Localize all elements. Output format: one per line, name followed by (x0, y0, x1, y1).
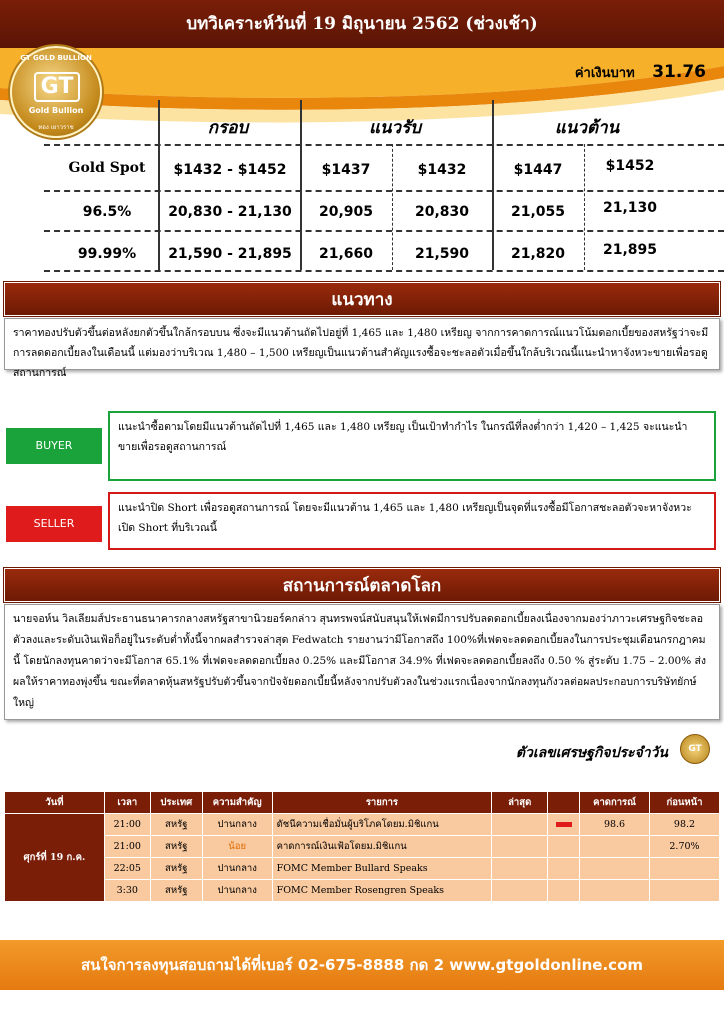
item-cell: ดัชนีความเชื่อมั่นผู้บริโภคโดยม.มิชิแกน (272, 814, 492, 836)
col-time: เวลา (104, 792, 150, 814)
support-2: 20,830 (414, 204, 470, 220)
country-cell: สหรัฐ (150, 814, 202, 836)
frame-value: 20,830 - 21,130 (168, 204, 292, 220)
row-label: 96.5% (82, 204, 132, 220)
world-text: นายจอห์น วิลเลียมส์ประธานธนาคารกลางสหรัฐสาขานิวยอร์คกล่าว สุนทรพจน์สนับสนุนให้เฟดมีการปรับลดดอกเบี้ยลงเนื่องจากมองว่าภาวะเศรษฐกิจชะลอตัวลงและระดับเงินเฟ้อก็อยู่ในระดับต่ำทั้งนี้จากผลสำรวจล่าสุด Fedwatch รายงานว่ามีโอกาสถึง 100%ที่เฟดจะลดดอกเบี้ยลงในการประชุมเดือนกรกฎาคมนี้ โดยนักลงทุนคาดว่าจะมีโอกาส 65.1% ที่เฟดจะลดดอกเบี้ยลง 0.25% และมีโอกาส 34.9% ที่เฟดจะลดดอกเบี้ยลงถึง 0.50 % สู่ระดับ 1.75 – 2.00% ส่งผลให้ราคาทองพุ่งขึ้น ขณะที่ตลาดหุ้นสหรัฐปรับตัวขึ้นจากปัจจัยดอกเบี้ยนี้หลังจากปรับตัวลงในช่วงแรกเนื่องจากนักลงทุนกังวลต่อผลประกอบการบริษัทยักษ์ใหญ่ (4, 604, 720, 720)
latest-cell (492, 858, 548, 880)
country-cell: สหรัฐ (150, 880, 202, 902)
seller-label: SELLER (6, 506, 102, 542)
forecast-cell: 98.6 (580, 814, 650, 836)
divider (44, 190, 724, 192)
divider (492, 100, 494, 270)
forecast-cell (580, 880, 650, 902)
support-1: 21,660 (318, 246, 374, 262)
exchange-rate-value: 31.76 (652, 62, 706, 82)
logo-ring-bottom: ทอง เยาวราช (38, 124, 74, 131)
col-item: รายการ (272, 792, 492, 814)
latest-cell (492, 814, 548, 836)
divider (44, 270, 724, 272)
page-title: บทวิเคราะห์วันที่ 19 มิถุนายน 2562 (ช่วงเช้า) (0, 0, 724, 48)
item-cell: FOMC Member Bullard Speaks (272, 858, 492, 880)
importance-cell: ปานกลาง (202, 814, 272, 836)
previous-cell (649, 858, 719, 880)
indicator-cell (548, 880, 580, 902)
resistance-2: 21,130 (602, 200, 658, 216)
table-row (5, 814, 720, 836)
col-date: วันที่ (5, 792, 105, 814)
world-banner: สถานการณ์ตลาดโลก (4, 568, 720, 602)
col-latest: ล่าสุด (492, 792, 548, 814)
header-resistance: แนวต้าน (554, 118, 620, 138)
header-support: แนวรับ (368, 118, 422, 138)
row-label: Gold Spot (68, 160, 146, 176)
resistance-1: 21,055 (510, 204, 566, 220)
forecast-cell (580, 836, 650, 858)
buyer-label: BUYER (6, 428, 102, 464)
importance-cell: น้อย (202, 836, 272, 858)
economic-table (4, 791, 720, 902)
contact-footer: สนใจการลงทุนสอบถามได้ที่เบอร์ 02-675-8888 กด 2 www.gtgoldonline.com (0, 940, 724, 990)
table-row (5, 858, 720, 880)
date-cell: ศุกร์ที่ 19 ก.ค. (5, 814, 105, 902)
economic-title: ตัวเลขเศรษฐกิจประจำวัน (515, 745, 668, 761)
col-indicator (548, 792, 580, 814)
latest-cell (492, 836, 548, 858)
table-row (5, 880, 720, 902)
exchange-rate (575, 62, 706, 83)
time-cell: 3:30 (104, 880, 150, 902)
frame-value: $1432 - $1452 (173, 162, 287, 178)
importance-cell: ปานกลาง (202, 880, 272, 902)
indicator-cell (548, 836, 580, 858)
divider (158, 100, 160, 270)
time-cell: 21:00 (104, 814, 150, 836)
red-bar-icon (556, 822, 572, 827)
table-header-row (5, 792, 720, 814)
row-label: 99.99% (77, 246, 137, 262)
seller-text: แนะนำปิด Short เพื่อรอดูสถานการณ์ โดยจะมีแนวต้าน 1,465 และ 1,480 เหรียญเป็นจุดที่แรงซื้อมีโอกาสชะลอตัวจะหาจังหวะเปิด Short ที่บริเวณนี้ (108, 492, 716, 550)
col-previous: ก่อนหน้า (649, 792, 719, 814)
gt-gold-logo (10, 46, 102, 138)
divider (300, 100, 302, 270)
buyer-text: แนะนำซื้อตามโดยมีแนวต้านถัดไปที่ 1,465 และ 1,480 เหรียญ เป็นเป้าทำกำไร ในกรณีที่ลงต่ำกว่า 1,420 – 1,425 จะแนะนำขายเพื่อรอดูสถานการณ์ (108, 411, 716, 481)
gold-coin-icon: GT (680, 734, 710, 764)
logo-mark: GT (34, 72, 80, 102)
divider (44, 144, 724, 146)
support-1: $1437 (321, 162, 371, 178)
latest-cell (492, 880, 548, 902)
country-cell: สหรัฐ (150, 858, 202, 880)
table-row (5, 836, 720, 858)
frame-value: 21,590 - 21,895 (168, 246, 292, 262)
time-cell: 22:05 (104, 858, 150, 880)
forecast-cell (580, 858, 650, 880)
logo-subtitle: Gold Bullion (28, 106, 84, 115)
logo-ring-text: GT GOLD BULLION (20, 54, 92, 62)
previous-cell: 98.2 (649, 814, 719, 836)
item-cell: FOMC Member Rosengren Speaks (272, 880, 492, 902)
divider (44, 230, 724, 232)
importance-cell: ปานกลาง (202, 858, 272, 880)
resistance-2: $1452 (605, 158, 655, 174)
country-cell: สหรัฐ (150, 836, 202, 858)
resistance-2: 21,895 (602, 242, 658, 258)
support-1: 20,905 (318, 204, 374, 220)
time-cell: 21:00 (104, 836, 150, 858)
header-frame: กรอบ (207, 118, 249, 138)
resistance-1: $1447 (513, 162, 563, 178)
trend-banner: แนวทาง (4, 282, 720, 316)
trend-text: ราคาทองปรับตัวขึ้นต่อหลังยกตัวขึ้นใกล้กรอบบน ซึ่งจะมีแนวต้านถัดไปอยู่ที่ 1,465 และ 1,480 เหรียญ จากการคาดการณ์แนวโน้มดอกเบี้ยของสหรัฐว่าจะมีการลดดอกเบี้ยลงในเดือนนี้ แต่มองว่าบริเวณ 1,480 – 1,500 เหรียญเป็นแนวต้านสำคัญแรงซื้อจะชะลอตัวเมื่อขึ้นใกล้บริเวณนี้แนะนำหาจังหวะขายเพื่อรอดูสถานการณ์ (4, 318, 720, 370)
indicator-cell (548, 858, 580, 880)
exchange-rate-label: ค่าเงินบาท (574, 66, 635, 81)
indicator-cell (548, 814, 580, 836)
support-2: 21,590 (414, 246, 470, 262)
col-country: ประเทศ (150, 792, 202, 814)
previous-cell: 2.70% (649, 836, 719, 858)
support-2: $1432 (417, 162, 467, 178)
col-importance: ความสำคัญ (202, 792, 272, 814)
resistance-1: 21,820 (510, 246, 566, 262)
previous-cell (649, 880, 719, 902)
item-cell: คาดการณ์เงินเฟ้อโดยม.มิชิแกน (272, 836, 492, 858)
col-forecast: คาดการณ์ (580, 792, 650, 814)
